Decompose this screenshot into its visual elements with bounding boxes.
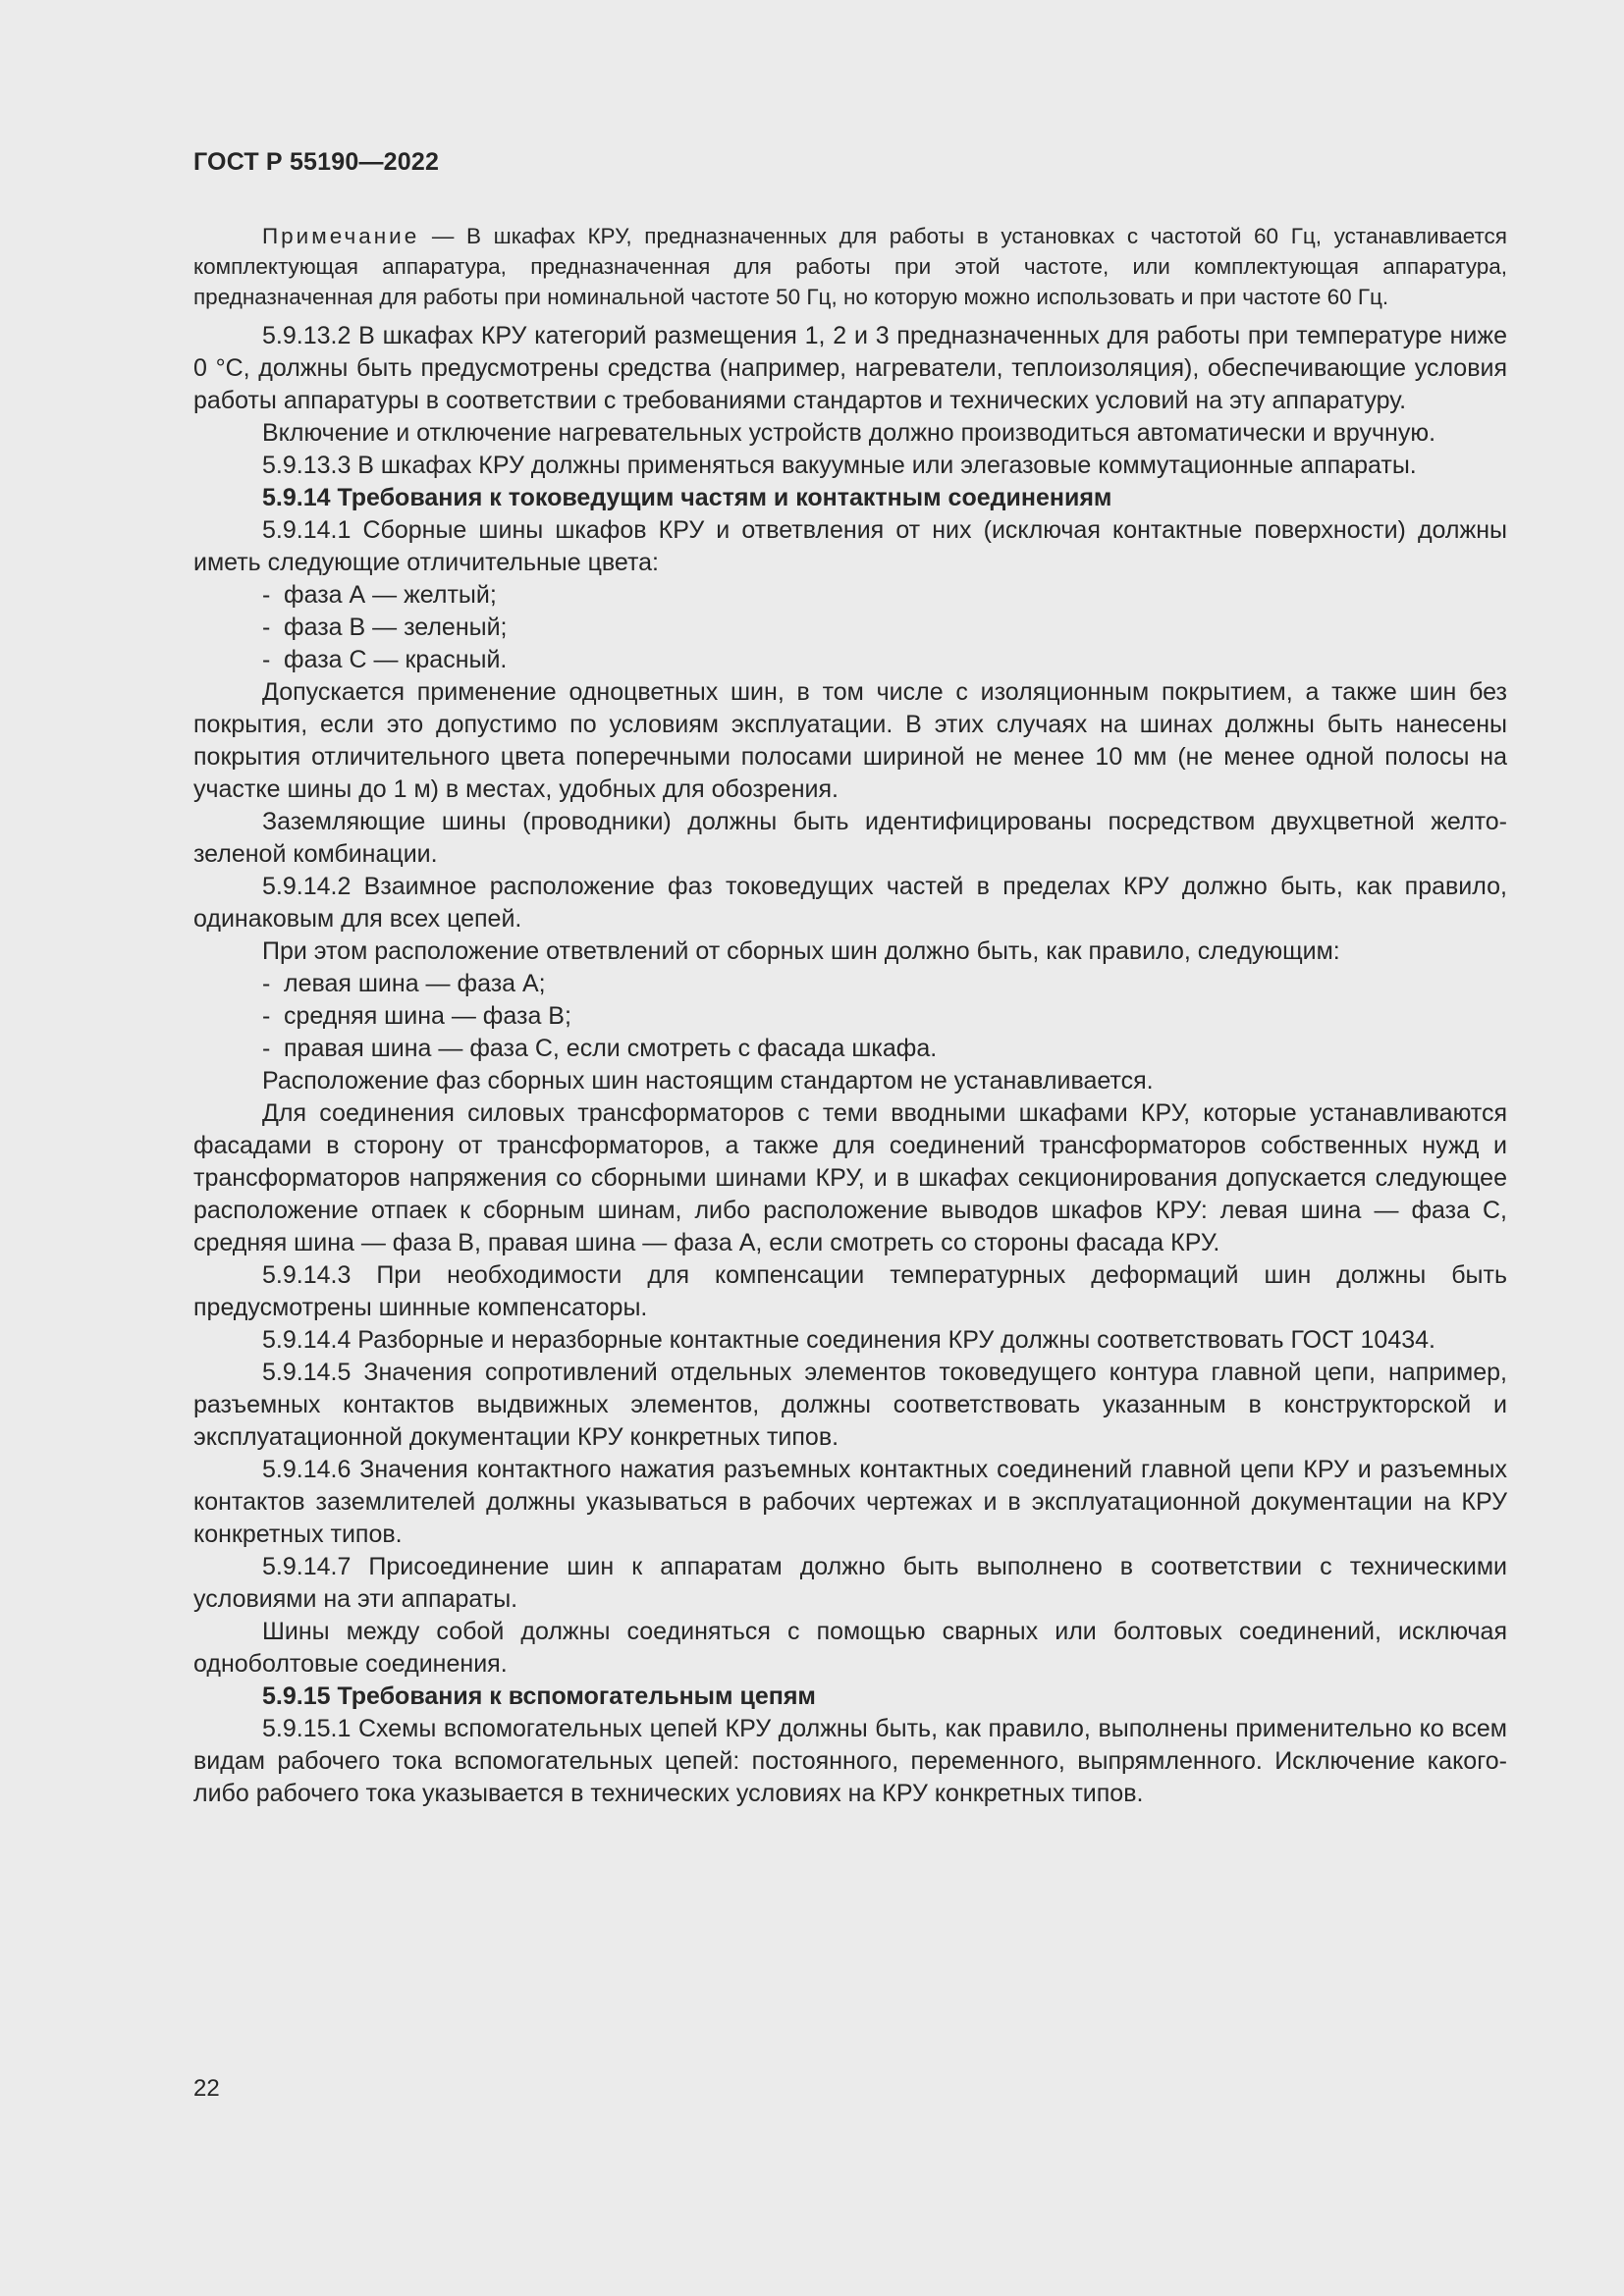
paragraph-5-9-13-3: 5.9.13.3 В шкафах КРУ должны применяться вакуумные или элегазовые коммутационные аппараты. [262,452,1417,479]
paragraph-5-9-14-1: 5.9.14.1 Сборные шины шкафов КРУ и ответвления от них (исключая контактные поверхности) должны иметь следующие отличительные цвета: [193,516,1507,576]
paragraph-5-9-14-3: 5.9.14.3 При необходимости для компенсации температурных деформаций шин должны быть предусмотрены шинные компенсаторы. [193,1261,1507,1321]
list-item: - фаза С — красный. [262,646,508,673]
paragraph-5-9-13-2: 5.9.13.2 В шкафах КРУ категорий размещения 1, 2 и 3 предназначенных для работы при температуре ниже 0 °С, должны быть предусмотрены средства (например, нагреватели, теплоизоляция), обеспечивающие условия работы аппаратуры в соответствии с требованиями стандартов и технических условий на эту аппаратуру. [193,322,1507,414]
paragraph-single-color-buses: Допускается применение одноцветных шин, в том числе с изоляционным покрытием, а также шин без покрытия, если это допустимо по условиям эксплуатации. В этих случаях на шинах должны быть нанесены покрытия отличительного цвета поперечными полосами шириной не менее 10 мм (не менее одной полосы на участке шины до 1 м) в местах, удобных для обозрения. [193,678,1507,803]
paragraph-bus-joints: Шины между собой должны соединяться с помощью сварных или болтовых соединений, исключая однoболтовые соединения. [193,1618,1507,1678]
paragraph-heating-control: Включение и отключение нагревательных устройств должно производиться автоматически и вручную. [262,419,1436,447]
list-item: - средняя шина — фаза В; [262,1002,571,1030]
paragraph-5-9-15-1: 5.9.15.1 Схемы вспомогательных цепей КРУ должны быть, как правило, выполнены применительно ко всем видам рабочего тока вспомогательных цепей: постоянного, переменного, выпрямленного. Исключение какого-либо рабочего тока указывается в технических условиях на КРУ конкретных типов. [193,1715,1507,1807]
paragraph-5-9-14-6: 5.9.14.6 Значения контактного нажатия разъемных контактных соединений главной цепи КРУ и разъемных контактов заземлителей должны указываться в рабочих чертежах и в эксплуатационной документации на КРУ конкретных типов. [193,1456,1507,1548]
paragraph-transformer-connection: Для соединения силовых трансформаторов с теми вводными шкафами КРУ, которые устанавливаются фасадами в сторону от трансформаторов, а также для соединений трансформаторов собственных нужд и трансформаторов напряжения со сборными шинами КРУ, и в шкафах секционирования допускается следующее расположение отпаек к сборным шинам, либо расположение выводов шкафов КРУ: левая шина — фаза С, средняя шина — фаза В, правая шина — фаза А, если смотреть со стороны фасада КРУ. [193,1099,1507,1256]
page-number: 22 [193,2075,220,2102]
paragraph-phase-layout: Расположение фаз сборных шин настоящим стандартом не устанавливается. [262,1067,1154,1095]
note-text: — В шкафах КРУ, предназначенных для работы в установках с частотой 60 Гц, устанавливается комплектующая аппаратура, предназначенная для работы при этой частоте, или комплектующая аппаратура, предназначенная для работы при номинальной частоте 50 Гц, но которую можно использовать и при частоте 60 Гц. [193,224,1507,309]
paragraph-5-9-14-5: 5.9.14.5 Значения сопротивлений отдельных элементов токоведущего контура главной цепи, например, разъемных контактов выдвижных элементов, должны соответствовать указанным в конструкторской и эксплуатационной документации КРУ конкретных типов. [193,1359,1507,1451]
paragraph-5-9-14-7: 5.9.14.7 Присоединение шин к аппаратам должно быть выполнено в соответствии с техническими условиями на эти аппараты. [193,1553,1507,1613]
document-header: ГОСТ Р 55190—2022 [193,148,440,176]
list-item: - левая шина — фаза А; [262,970,546,997]
list-item: - правая шина — фаза С, если смотреть с фасада шкафа. [262,1035,938,1062]
body-text [193,320,1507,1810]
note-label: Примечание [262,224,420,248]
note-block [193,221,1507,312]
page-content [193,221,1507,1810]
section-heading-5-9-14: 5.9.14 Требования к токоведущим частям и контактным соединениям [262,484,1112,511]
paragraph-branch-layout: При этом расположение ответвлений от сборных шин должно быть, как правило, следующим: [262,937,1340,965]
paragraph-5-9-14-2: 5.9.14.2 Взаимное расположение фаз токоведущих частей в пределах КРУ должно быть, как правило, одинаковым для всех цепей. [193,873,1507,933]
list-item: - фаза А — желтый; [262,581,497,609]
list-item: - фаза В — зеленый; [262,614,508,641]
paragraph-5-9-14-4: 5.9.14.4 Разборные и неразборные контактные соединения КРУ должны соответствовать ГОСТ 10434. [262,1326,1435,1354]
section-heading-5-9-15: 5.9.15 Требования к вспомогательным цепям [262,1682,816,1710]
paragraph-grounding-buses: Заземляющие шины (проводники) должны быть идентифицированы посредством двухцветной желто-зеленой комбинации. [193,808,1507,868]
